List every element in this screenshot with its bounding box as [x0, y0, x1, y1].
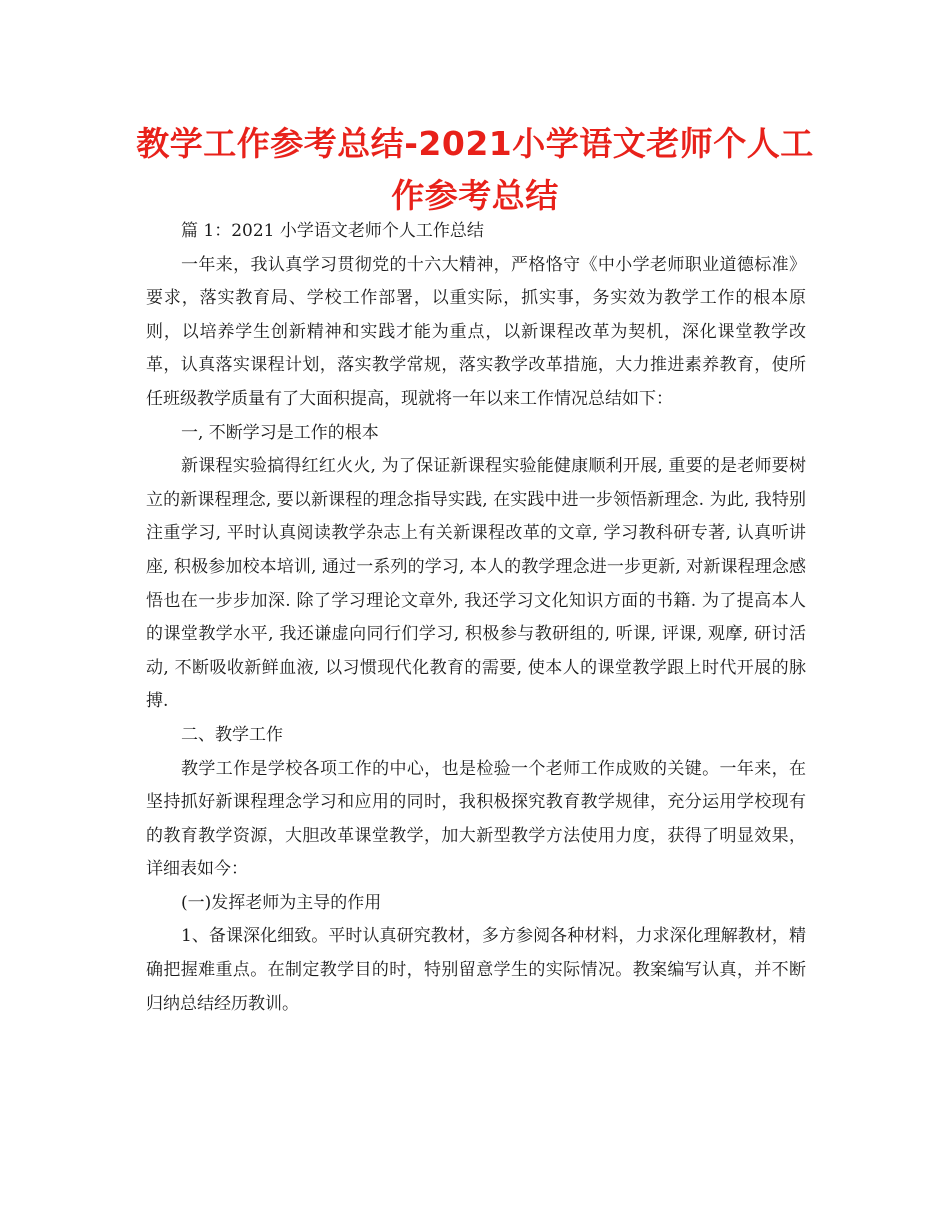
body-paragraph: 教学工作是学校各项工作的中心，也是检验一个老师工作成败的关键。一年来，在坚持抓好新课程理念学习和应用的同时，我积极探究教育教学规律，充分运用学校现有的教育教学资源，大胆改革课堂教学，加大新型教学方法使用力度，获得了明显效果，详细表如今：: [146, 758, 806, 880]
document-body: [146, 215, 806, 1021]
body-paragraph: 1、备课深化细致。平时认真研究教材，多方参阅各种材料，力求深化理解教材，精确把握难重点。在制定教学目的时，特别留意学生的实际情况。教案编写认真，并不断归纳总结经历教训。: [146, 926, 806, 1014]
section-heading: 篇 1：2021 小学语文老师个人工作总结: [181, 221, 484, 241]
document-title: 教学工作参考总结-2021小学语文老师个人工作参考总结: [136, 124, 814, 215]
body-paragraph: 新课程实验搞得红红火火, 为了保证新课程实验能健康顺利开展, 重要的是老师要树立的新课程理念, 要以新课程的理念指导实践, 在实践中进一步领悟新理念. 为此, 我特别注重学习, 平时认真阅读教学杂志上有关新课程改革的文章, 学习教科研专著, 认真听讲座, 积极参加校本培训, 通过一系列的学习, 本人的教学理念进一步更新, 对新课程理念感悟也在一步步加深. 除了学习理论文章外, 我还学习文化知识方面的书籍. 为了提高本人的课堂教学水平, 我还谦虚向同行们学习, 积极参与教研组的, 听课, 评课, 观摩, 研讨活动, 不断吸收新鲜血液, 以习惯现代化教育的需要, 使本人的课堂教学跟上时代开展的脉搏.: [146, 456, 806, 712]
section-heading: (一)发挥老师为主导的作用: [181, 892, 382, 913]
section-heading: 一, 不断学习是工作的根本: [181, 422, 379, 443]
body-paragraph: 一年来，我认真学习贯彻党的十六大精神，严格恪守《中小学老师职业道德标准》要求，落实教育局、学校工作部署，以重实际，抓实事，务实效为教学工作的根本原则，以培养学生创新精神和实践才能为重点，以新课程改革为契机，深化课堂教学改革，认真落实课程计划，落实教学常规，落实教学改革措施，大力推进素养教育，使所任班级教学质量有了大面积提高，现就将一年以来工作情况总结如下：: [146, 254, 806, 409]
section-heading: 二、教学工作: [181, 724, 283, 745]
